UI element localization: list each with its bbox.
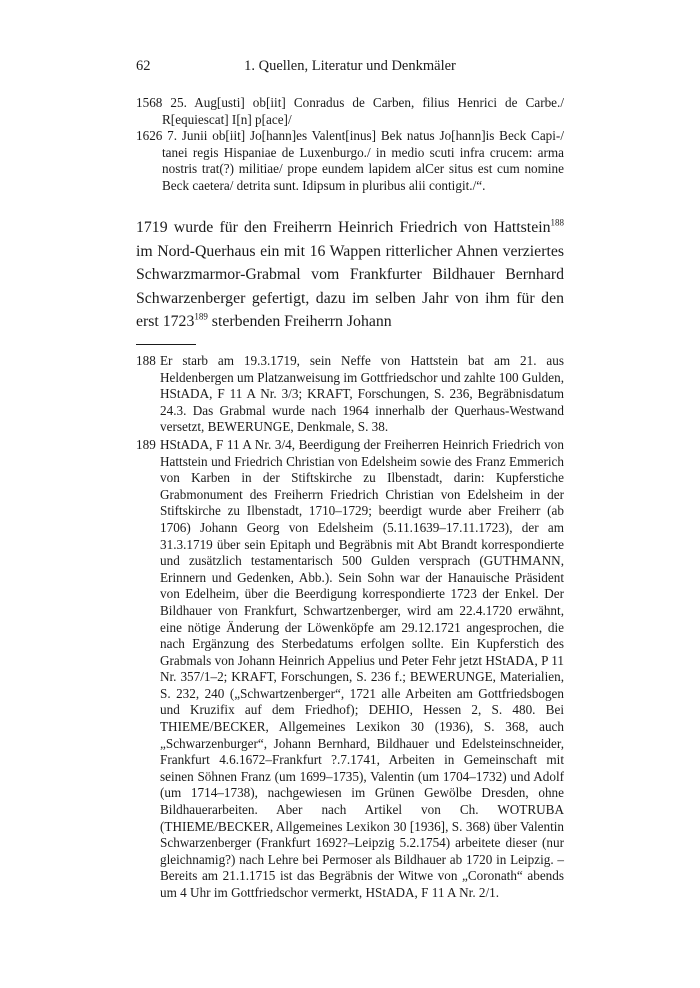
footnote-text: Er starb am 19.3.1719, sein Neffe von Hattstein bat am 21. aus Heldenbergen um Platzanweisung im Gottfriedschor und zahlte 100 Gulden, HStADA, F 11 A Nr. 3/3; KRAFT, Forschungen, S. 236, Begräbnisdatum 24.3. Das Grabmal wurde nach 1964 innerhalb der Querhaus-Westwand versetzt, BEWERUNGE, Denkmale, S. 38. — [160, 353, 564, 435]
footnotes — [136, 353, 564, 903]
footnote-189 — [136, 437, 564, 902]
main-text-part-2: im Nord-Querhaus ein mit 16 Wappen ritterlicher Ahnen verziertes Schwarzmarmor-Grabmal vom Frankfurter Bildhauer Bernhard Schwarzenberger gefertigt, dazu im selben Jahr von ihm für den erst 1723 — [136, 242, 564, 331]
footnote-number: 188 — [136, 353, 156, 368]
footnote-188 — [136, 353, 564, 436]
inscription-entry-1626: 1626 7. Junii ob[iit] Jo[hann]es Valent[inus] Bek natus Jo[hann]is Beck Capi-/ tanei regis Hispaniae de Luxenburgo./ in medio scuti infra crucem: arma nostris trat(?) militiae/ prope eundem lapidem alCer situs est cum nomine Beck caetera/ detrita sunt. Idipsum in pluribus alii contigit./“. — [136, 128, 564, 193]
footnote-separator — [136, 344, 196, 345]
footnote-ref-189[interactable]: 189 — [194, 312, 208, 323]
page-header — [136, 58, 564, 78]
page-number: 62 — [136, 58, 151, 74]
main-paragraph — [136, 216, 564, 334]
inscription-entry-1568: 1568 25. Aug[usti] ob[iit] Conradus de Carben, filius Henrici de Carbe./ R[equiescat] I[n] p[ace]/ — [136, 95, 564, 127]
footnote-text: HStADA, F 11 A Nr. 3/4, Beerdigung der Freiherren Heinrich Friedrich von Hattstein und Friedrich Christian von Edelsheim sowie des Franz Emmerich von Karben in der Stiftskirche zu Ilbenstadt, darin: Kupferstiche Grabmonument des Freiherrn Friedrich Christian von Edelsheim in der Stiftskirche zu Ilbenstadt, 1710–1729; beerdigt wurde aber Freiherr (ab 1706) Johann Georg von Edelsheim (5.11.1639–17.11.1723), der am 31.3.1719 über sein Epitaph und Begräbnis mit Abt Brandt korrespondierte und zusätzlich testamentarisch 500 Gulden versprach (GUTHMANN, Erinnern und Gedenken, Abb.). Sein Sohn war der Hanauische Präsident von Edelheim, über die Beerdigung korrespondierte 1723 der Enkel. Der Bildhauer von Frankfurt, Schwartzenberger, wird am 22.4.1720 erwähnt, eine nötige Änderung der Löwenköpfe am 29.12.1721 angesprochen, die nach Ergänzung des Sterbedatums erfolgen sollte. Ein Kupferstich des Grabmals von Johann Heinrich Appelius und Peter Fehr jetzt HStADA, P 11 Nr. 357/1–2; KRAFT, Forschungen, S. 236 f.; BEWERUNGE, Materialien, S. 232, 240 („Schwartzenberger“, 1721 alle Arbeiten am Gottfriedsbogen und Kruzifix auf dem Friedhof); DEHIO, Hessen 2, S. 480. Bei THIEME/BECKER, Allgemeines Lexikon 30 (1936), S. 368, auch „Schwarzenburger“, Johann Bernhard, Bildhauer und Edelsteinschneider, Frankfurt 4.6.1672–Frankfurt ?.7.1741, Arbeiten in Gemeinschaft mit seinen Söhnen Franz (um 1699–1735), Valentin (um 1704–1732) und Adolf (um 1714–1738), nachgewiesen im Grünen Gewölbe Dresden, ohne Bildhauerarbeiten. Aber nach Artikel von Ch. WOTRUBA (THIEME/BECKER, Allgemeines Lexikon 30 [1936], S. 368) über Valentin Schwarzenberger (Frankfurt 1692?–Leipzig 5.2.1754) arbeitete dieser (nur gleichnamig?) nach Lehre bei Permoser als Bildhauer ab 1720 in Leipzig. – Bereits am 21.1.1715 ist das Begräbnis der Witwe von „Coronath“ abends um 4 Uhr im Gottfriedschor vermerkt, HStADA, F 11 A Nr. 2/1. — [160, 436, 564, 900]
inscription-entries — [136, 95, 564, 195]
main-text-part-3: sterbenden Freiherrn Johann — [207, 313, 392, 331]
main-text-part-1: 1719 wurde für den Freiherrn Heinrich Friedrich von Hattstein — [136, 219, 551, 236]
footnote-ref-188[interactable]: 188 — [550, 217, 564, 228]
footnote-number: 189 — [136, 436, 156, 452]
running-head: 1. Quellen, Literatur und Denkmäler — [244, 58, 456, 74]
